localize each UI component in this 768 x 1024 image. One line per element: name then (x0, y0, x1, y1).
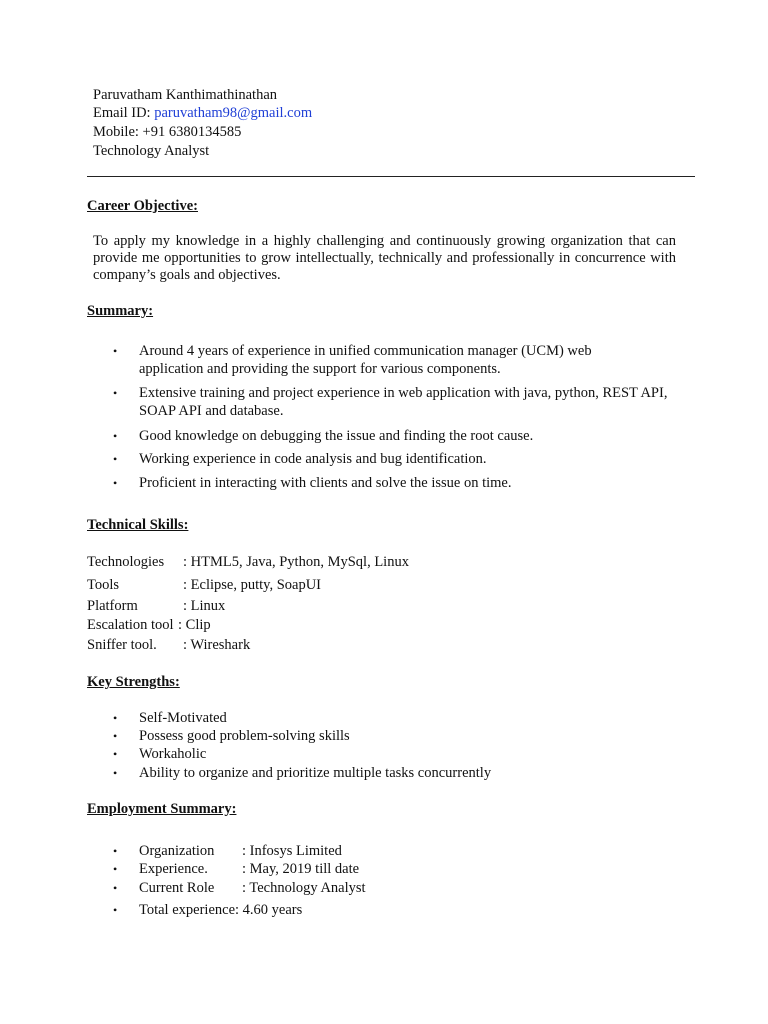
summary-heading: Summary: (87, 303, 154, 319)
job-title: Technology Analyst (93, 143, 210, 159)
employment-value: : May, 2019 till date (242, 861, 360, 877)
employment-value: : Infosys Limited (242, 843, 342, 859)
bullet-icon: • (113, 452, 118, 466)
employment-label: Experience. (139, 861, 208, 877)
employment-value: : Technology Analyst (242, 880, 366, 896)
bullet-icon: • (113, 729, 118, 743)
strength-item: Ability to organize and prioritize multiple tasks concurrently (139, 765, 492, 781)
bullet-icon: • (113, 766, 118, 780)
bullet-icon: • (113, 711, 118, 725)
skill-label: Tools (87, 577, 120, 593)
bullet-icon: • (113, 429, 118, 443)
email-link[interactable]: paruvatham98@gmail.com (154, 105, 313, 121)
career-objective-heading: Career Objective: (87, 198, 198, 214)
email-label: Email ID: (93, 105, 155, 121)
skill-value: : Wireshark (183, 637, 251, 653)
summary-item: Good knowledge on debugging the issue and finding the root cause. (139, 428, 534, 444)
bullet-icon: • (113, 862, 118, 876)
skill-label: Escalation tool (87, 617, 174, 633)
email-line (93, 104, 312, 122)
employment-label: Organization (139, 843, 215, 859)
skill-label: Sniffer tool. (87, 637, 157, 653)
bullet-icon: • (113, 386, 118, 400)
skill-label: Platform (87, 598, 138, 614)
skill-value: : Linux (183, 598, 226, 614)
technical-skills-heading: Technical Skills: (87, 517, 189, 533)
skill-value: : Eclipse, putty, SoapUI (183, 577, 321, 593)
bullet-icon: • (113, 844, 118, 858)
career-objective-text: To apply my knowledge in a highly challenging and continuously growing organization that can provide me opportunities to grow intellectually, technically and professionally in concurrence with company’s goals and objectives. (93, 233, 676, 283)
strength-item: Self-Motivated (139, 710, 227, 726)
key-strengths-heading: Key Strengths: (87, 674, 180, 690)
bullet-icon: • (113, 881, 118, 895)
summary-item: Proficient in interacting with clients and solve the issue on time. (139, 475, 512, 491)
skill-label: Technologies (87, 554, 165, 570)
employment-summary-heading: Employment Summary: (87, 801, 237, 817)
mobile-line: Mobile: +91 6380134585 (93, 124, 242, 140)
summary-item: Working experience in code analysis and bug identification. (139, 451, 487, 467)
bullet-icon: • (113, 344, 118, 358)
strength-item: Workaholic (139, 746, 207, 762)
bullet-icon: • (113, 903, 118, 917)
skill-value: : HTML5, Java, Python, MySql, Linux (183, 554, 409, 570)
bullet-icon: • (113, 747, 118, 761)
employment-label: Current Role (139, 880, 215, 896)
strength-item: Possess good problem-solving skills (139, 728, 350, 744)
total-experience: Total experience: 4.60 years (139, 902, 303, 918)
summary-item: Around 4 years of experience in unified communication manager (UCM) web application and providing the support for various components. (139, 343, 592, 377)
bullet-icon: • (113, 476, 118, 490)
candidate-name: Paruvatham Kanthimathinathan (93, 87, 278, 103)
skill-value: : Clip (178, 617, 211, 633)
header-divider (87, 176, 695, 177)
summary-item: Extensive training and project experience in web application with java, python, REST API, SOAP API and database. (139, 385, 668, 419)
